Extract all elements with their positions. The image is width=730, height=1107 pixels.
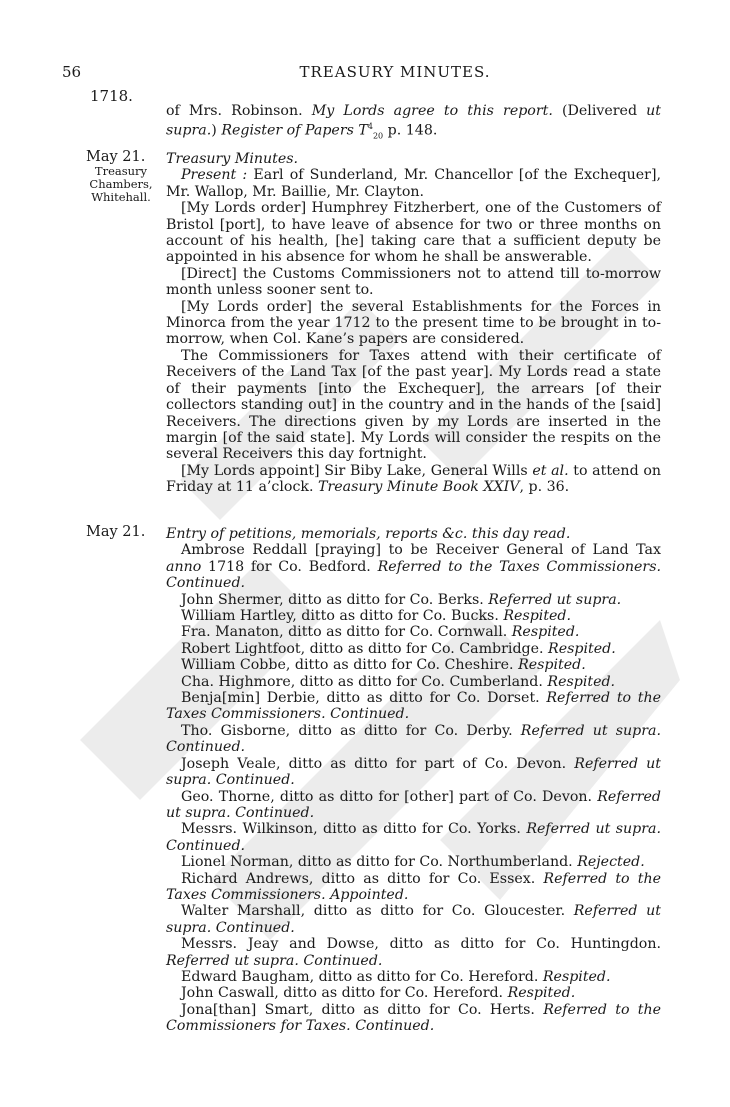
entry-text: Tho. Gisborne, ditto as ditto for Co. Derby. [181,722,521,739]
entry-outcome: Respited. [511,624,580,641]
section2-heading: Entry of petitions, memorials, reports &c. this day read. [166,526,571,542]
section1-date: May 21. [86,149,146,165]
entry-text: Lionel Norman, ditto as ditto for Co. Northumberland. [181,854,578,871]
entry-outcome: Referred ut supra. Continued. [166,755,661,789]
entry-outcome: Referred ut supra. Continued. [166,722,661,756]
entry-outcome: Referred to the Taxes Commissioners. Appointed. [166,870,661,903]
entry-text: Geo. Thorne, ditto as ditto for [other] part of Co. Devon. [181,788,598,805]
section2-margin [86,526,156,540]
entry-text: William Hartley, ditto as ditto for Co. Bucks. [181,608,504,625]
entry-text: John Caswall, ditto as ditto for Co. Hereford. [181,985,508,1002]
intro-register: Register of Papers T [221,123,368,140]
petition-entries [166,542,661,1034]
section1-heading: Treasury Minutes. [166,151,299,167]
petition-entry [166,674,661,690]
running-title: TREASURY MINUTES. [299,63,491,81]
present-label: Present : [181,167,248,184]
section1-place: Treasury Chambers, Whitehall. [89,164,153,204]
section2-body [166,526,661,1035]
entry-text: William Cobbe, ditto as ditto for Co. Cheshire. [181,657,519,674]
section1-para-3: [My Lords order] the several Establishments for the Forces in Minorca from the year 1712 to the present time to be brought in to-morrow, when Col. Kane’s papers are considered. [166,298,661,348]
entry-text: Walter Marshall, ditto as ditto for Co. Gloucester. [181,903,574,920]
petition-entry [166,756,661,789]
intro-paragraph: of Mrs. Robinson. My Lords agree to this report. (Delivered ut supra.) Register of Papers $T^4_{20}$ p. 148. [166,103,661,141]
petition-entry [166,1002,661,1035]
entry-outcome: Referred ut supra. Continued. [166,903,661,936]
entry-text: Messrs. Wilkinson, ditto as ditto for Co. Yorks. [181,821,527,838]
section1-body [166,151,661,496]
entry-text: Messrs. Jeay and Dowse, ditto as ditto for Co. Huntingdon. [181,936,661,953]
entry-text: Ambrose Reddall [praying] to be Receiver General of Land Tax [181,542,661,559]
entry-outcome: Respited. [548,640,616,657]
year-heading: 1718. [90,87,133,105]
entry-text: Jona[than] Smart, ditto as ditto for Co. Herts. [181,1001,544,1018]
section1-para-4: The Commissioners for Taxes attend with their certificate of Receivers of the Land Tax [of the past year]. My Lords read a state of their payments [into the Exchequer], the arrears [of their collectors standing out] in the country and in the hands of the [said] Receivers. The directions given by my Lords are inserted in the margin [of the said state]. My Lords will consider the respits on the several Receivers this day fortnight. [166,347,661,463]
entry-text: Richard Andrews, ditto as ditto for Co. Essex. [181,870,544,887]
petition-entry [166,985,661,1001]
entry-outcome: Referred ut supra. [488,591,622,608]
entry-text-cont: 1718 for Co. Bedford. [201,558,378,575]
petition-entry [166,903,661,936]
petition-entry [166,723,661,756]
entry-outcome: Referred to the Commissioners for Taxes. Continued. [166,1001,661,1035]
petition-entry [166,969,661,985]
intro-page: p. 148. [383,123,438,140]
entry-outcome: Rejected. [577,854,645,871]
entry-outcome: Respited. [518,657,586,674]
para5-text-a: [My Lords appoint] Sir Biby Lake, General Wills [181,462,533,479]
entry-italic-term: anno [166,558,202,575]
petition-entry [166,871,661,904]
section1-margin [86,151,156,204]
entry-outcome: Respited. [507,985,576,1002]
petition-entry [166,789,661,822]
petition-entry [166,821,661,854]
entry-text: Cha. Highmore, ditto as ditto for Co. Cumberland. [181,673,548,690]
entry-text: John Shermer, ditto as ditto for Co. Berks. [181,591,489,608]
entry-outcome: Respited. [503,608,572,625]
section2-date: May 21. [86,524,146,540]
intro-text: of Mrs. Robinson. [166,103,312,119]
petition-entry [166,854,661,870]
para5-text-c: to attend on Friday at 11 a’clock. [166,462,661,496]
entry-outcome: Referred ut supra. Continued. [166,788,661,821]
entry-outcome: Referred to the Taxes Commissioners. Continued. [166,558,661,592]
intro-delivered: (Delivered [552,103,647,119]
entry-outcome: Respited. [547,673,616,690]
section1-para-1: [My Lords order] Humphrey Fitzherbert, one of the Customers of Bristol [port], to have leave of absence for two or three months on account of his health, [he] taking care that a sufficient deputy be appointed in his absence for whom he shall be answerable. [166,200,661,266]
entry-text: Joseph Veale, ditto as ditto for part of Co. Devon. [181,755,575,772]
section1-para-2: [Direct] the Customs Commissioners not to attend till to-morrow month unless sooner sent to. [166,265,661,299]
present-text: Earl of Sunderland, Mr. Chancellor [of the Exchequer], Mr. Wallop, Mr. Baillie, Mr. Clayton. [166,167,661,200]
petition-entry [166,690,661,723]
para5-minute-book: Treasury Minute Book XXIV [318,479,520,496]
section1-para-5 [166,463,661,496]
entry-outcome: Respited. [542,968,611,985]
entry-text: Fra. Manaton, ditto as ditto for Co. Cornwall. [181,624,512,641]
entry-text: Robert Lightfoot, ditto as ditto for Co. Cambridge. [181,640,549,657]
para5-et-al: et al. [532,462,569,479]
petition-entry [166,608,661,624]
entry-outcome: Referred ut supra. Continued. [166,952,383,969]
petition-entry [166,936,661,969]
entry-outcome: Referred ut supra. Continued. [166,821,661,854]
entry-outcome: Referred to the Taxes Commissioners. Continued. [166,690,661,723]
intro-ut-supra: ut supra. [166,103,661,140]
para5-page: , p. 36. [519,479,570,496]
page-number: 56 [62,63,82,81]
petition-entry [166,592,661,608]
petition-entry [166,641,661,657]
intro-agree: My Lords agree to this report. [311,103,553,119]
intro-close: ) [211,123,222,140]
petition-entry [166,624,661,640]
petition-entry [166,657,661,673]
entry-text: Benja[min] Derbie, ditto as ditto for Co. Dorset. [181,690,547,707]
petition-entry [166,542,661,591]
entry-text: Edward Baugham, ditto as ditto for Co. Hereford. [181,968,543,985]
